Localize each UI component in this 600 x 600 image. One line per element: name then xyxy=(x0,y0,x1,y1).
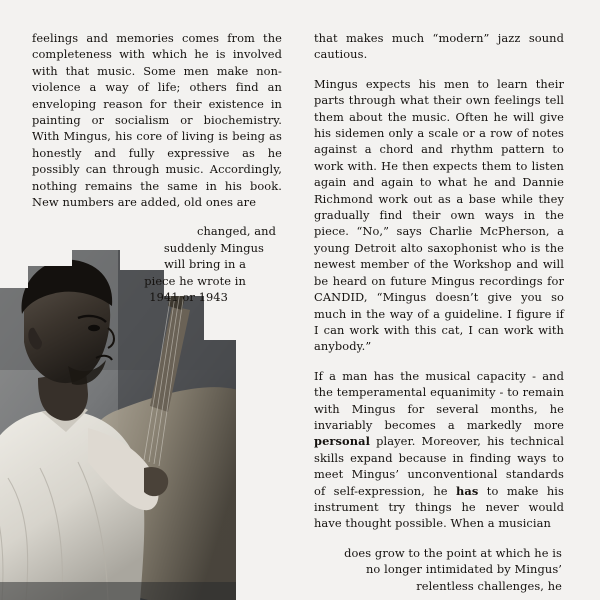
left-taper-line-1: changed, and xyxy=(196,224,276,239)
left-text-column xyxy=(32,30,282,306)
right-paragraph-3 xyxy=(314,368,564,532)
p3-bold-has: has xyxy=(456,483,479,498)
two-column-layout xyxy=(32,30,574,593)
left-paragraph-1: feelings and memories comes from the completeness with which he is involved with that music. Some men make non-violence a way of life; others find an enveloping reason for their existence in painting or socialism or biochemistry. With Mingus, his core of living is being as honestly and fully expressive as he possibly can through music. Accordingly, nothing remains the same in his book. New numbers are added, old ones are xyxy=(32,31,282,210)
right-taper-line-3: relentless challenges, he xyxy=(416,578,562,593)
p3-text-c: to make his instrument try things he never would have thought possible. When a musician xyxy=(314,483,564,531)
left-taper-line-4: piece he wrote in xyxy=(144,273,246,288)
left-taper-line-2: suddenly Mingus xyxy=(163,240,264,255)
right-taper-block xyxy=(314,545,564,594)
right-paragraph-1: that makes much “modern” jazz sound cautious. xyxy=(314,31,564,62)
right-taper-line-1: does grow to the point at which he is xyxy=(344,545,562,560)
p3-text-a: If a man has the musical capacity - and the temperamental equanimity - to remain with Mingus for several months, he invariably becomes a markedly more xyxy=(314,368,564,432)
p3-text-b: player. Moreover, his technical skills expand because in finding ways to meet Mingus’ unconventional standards of self-expression, he xyxy=(314,434,564,498)
left-taper-block xyxy=(32,223,282,305)
right-paragraph-2: Mingus expects his men to learn their parts through what their own feelings tell them about the music. Often he will give his sidemen only a scale or a row of notes against a chord and rhythm pattern to work with. He then expects them to listen again and again to what he and Dannie Richmond work out as a base while they gradually find their own ways in the piece. “No,” says Charlie McPherson, a young Detroit alto saxophonist who is the newest member of the Workshop and will be heard on future Mingus recordings for CANDID, “Mingus doesn’t give you so much in the way of a guideline. I figure if I can work with this cat, I can work with anybody.” xyxy=(314,76,564,354)
left-taper-line-3: will bring in a xyxy=(164,257,246,272)
right-text-column xyxy=(314,30,564,594)
left-taper-line-5: 1941 or 1943 xyxy=(149,290,228,305)
p3-bold-personal: personal xyxy=(314,434,371,449)
right-taper-line-2: no longer intimidated by Mingus’ xyxy=(366,562,562,577)
